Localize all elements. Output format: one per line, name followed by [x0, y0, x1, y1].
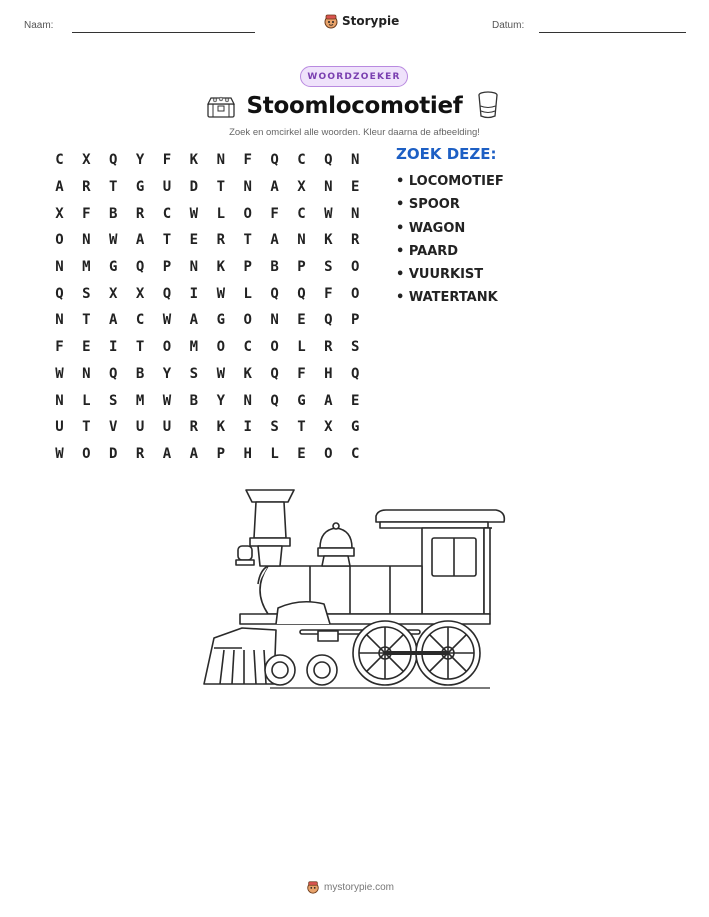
word-list-item: • WAGON	[396, 220, 466, 236]
grid-letter[interactable]: I	[109, 339, 118, 356]
grid-letter[interactable]: D	[189, 179, 199, 196]
grid-letter[interactable]: W	[216, 365, 225, 382]
date-field-line[interactable]	[539, 32, 686, 33]
grid-letter[interactable]: Q	[324, 312, 333, 329]
grid-letter[interactable]: T	[162, 232, 172, 249]
grid-letter[interactable]: L	[216, 205, 225, 222]
grid-row	[46, 414, 369, 441]
grid-letter[interactable]: K	[189, 152, 199, 169]
grid-letter[interactable]: L	[82, 392, 91, 409]
grid-letter[interactable]: K	[216, 419, 225, 436]
grid-letter[interactable]: B	[270, 259, 279, 276]
name-label: Naam:	[24, 20, 54, 31]
grid-letter[interactable]: N	[189, 259, 199, 276]
grid-letter[interactable]: R	[216, 232, 225, 249]
grid-letter[interactable]: D	[109, 445, 118, 462]
grid-letter[interactable]: F	[55, 339, 64, 356]
grid-row	[46, 334, 369, 361]
storypie-logo-icon	[323, 13, 339, 29]
grid-letter[interactable]: A	[324, 392, 333, 409]
grid-letter[interactable]: F	[243, 152, 252, 169]
grid-letter[interactable]: Q	[270, 365, 279, 382]
grid-row	[46, 200, 369, 227]
word-list-item: • WATERTANK	[396, 290, 498, 306]
water-bucket-icon	[476, 90, 500, 120]
grid-letter[interactable]: W	[189, 205, 199, 222]
grid-letter[interactable]: O	[351, 259, 360, 276]
grid-letter[interactable]: P	[216, 445, 225, 462]
grid-letter[interactable]: M	[189, 339, 199, 356]
grid-letter[interactable]: Q	[351, 365, 360, 382]
grid-letter[interactable]: T	[82, 419, 91, 436]
grid-letter[interactable]: A	[189, 445, 199, 462]
grid-letter[interactable]: E	[82, 339, 91, 356]
grid-letter[interactable]: A	[55, 179, 64, 196]
grid-row	[46, 254, 369, 281]
grid-letter[interactable]: X	[55, 205, 64, 222]
grid-letter[interactable]: S	[109, 392, 118, 409]
grid-letter[interactable]: G	[109, 259, 118, 276]
grid-letter[interactable]: G	[135, 179, 145, 196]
grid-letter[interactable]: R	[135, 205, 145, 222]
grid-letter[interactable]: N	[82, 365, 91, 382]
grid-letter[interactable]: N	[82, 232, 91, 249]
date-label: Datum:	[492, 20, 525, 31]
grid-letter[interactable]: U	[135, 419, 145, 436]
grid-row	[46, 174, 369, 201]
grid-letter[interactable]: N	[243, 179, 252, 196]
grid-letter[interactable]: Y	[135, 152, 145, 169]
grid-letter[interactable]: N	[243, 392, 252, 409]
grid-letter[interactable]: X	[82, 152, 91, 169]
grid-letter[interactable]: S	[270, 419, 279, 436]
grid-letter[interactable]: Q	[55, 285, 64, 302]
grid-letter[interactable]: Q	[297, 285, 306, 302]
grid-letter[interactable]: S	[189, 365, 199, 382]
grid-row	[46, 441, 369, 468]
grid-letter[interactable]: O	[55, 232, 64, 249]
grid-letter[interactable]: R	[135, 445, 145, 462]
footer	[306, 880, 394, 894]
grid-letter[interactable]: O	[162, 339, 172, 356]
grid-letter[interactable]: F	[297, 365, 306, 382]
grid-letter[interactable]: W	[109, 232, 118, 249]
word-search-grid	[46, 147, 369, 467]
grid-letter[interactable]: W	[324, 205, 333, 222]
grid-letter[interactable]: N	[351, 152, 360, 169]
grid-letter[interactable]: O	[82, 445, 91, 462]
grid-letter[interactable]: N	[297, 232, 306, 249]
brand-name: Storypie	[342, 14, 400, 28]
instructions: Zoek en omcirkel alle woorden. Kleur daarna de afbeelding!	[229, 127, 480, 138]
grid-letter[interactable]: E	[297, 312, 306, 329]
grid-letter[interactable]: N	[324, 179, 333, 196]
grid-letter[interactable]: T	[82, 312, 91, 329]
grid-letter[interactable]: Y	[162, 365, 172, 382]
grid-letter[interactable]: Q	[270, 392, 279, 409]
grid-letter[interactable]: W	[162, 312, 172, 329]
grid-letter[interactable]: V	[109, 419, 118, 436]
grid-letter[interactable]: N	[216, 152, 225, 169]
grid-letter[interactable]: T	[135, 339, 145, 356]
grid-letter[interactable]: C	[55, 152, 64, 169]
grid-letter[interactable]: S	[351, 339, 360, 356]
grid-letter[interactable]: M	[135, 392, 145, 409]
grid-letter[interactable]: R	[82, 179, 91, 196]
grid-letter[interactable]: M	[82, 259, 91, 276]
grid-letter[interactable]: R	[324, 339, 333, 356]
word-list-item: • LOCOMOTIEF	[396, 174, 504, 189]
grid-letter[interactable]: C	[297, 152, 306, 169]
grid-letter[interactable]: B	[135, 365, 145, 382]
grid-letter[interactable]: U	[55, 419, 64, 436]
grid-letter[interactable]: G	[351, 419, 360, 436]
grid-letter[interactable]: O	[216, 339, 225, 356]
grid-letter[interactable]: I	[243, 419, 252, 436]
grid-letter[interactable]: P	[162, 259, 172, 276]
grid-letter[interactable]: G	[216, 312, 225, 329]
grid-letter[interactable]: F	[82, 205, 91, 222]
grid-letter[interactable]: E	[297, 445, 306, 462]
grid-letter[interactable]: O	[270, 339, 279, 356]
grid-letter[interactable]: E	[351, 392, 360, 409]
grid-letter[interactable]: U	[162, 419, 172, 436]
grid-letter[interactable]: P	[351, 312, 360, 329]
grid-letter[interactable]: X	[324, 419, 333, 436]
grid-letter[interactable]: O	[243, 205, 252, 222]
storypie-logo-icon	[306, 880, 320, 894]
word-list-item: • VUURKIST	[396, 267, 484, 283]
grid-letter[interactable]: W	[55, 445, 64, 462]
grid-letter[interactable]: S	[324, 259, 333, 276]
grid-letter[interactable]: E	[351, 179, 360, 196]
grid-letter[interactable]: A	[189, 312, 199, 329]
grid-row	[46, 227, 369, 254]
grid-letter[interactable]: O	[243, 312, 252, 329]
grid-letter[interactable]: W	[162, 392, 172, 409]
grid-letter[interactable]: K	[324, 232, 333, 249]
grid-letter[interactable]: O	[351, 285, 360, 302]
grid-letter[interactable]: S	[82, 285, 91, 302]
grid-letter[interactable]: C	[162, 205, 172, 222]
grid-letter[interactable]: N	[55, 392, 64, 409]
grid-letter[interactable]: B	[189, 392, 199, 409]
grid-letter[interactable]: L	[270, 445, 279, 462]
grid-letter[interactable]: L	[243, 285, 252, 302]
grid-letter[interactable]: Q	[324, 152, 333, 169]
grid-letter[interactable]: A	[270, 179, 279, 196]
word-list-item: • PAARD	[396, 243, 459, 259]
grid-letter[interactable]: K	[216, 259, 225, 276]
grid-letter[interactable]: F	[324, 285, 333, 302]
grid-letter[interactable]: Q	[270, 152, 279, 169]
grid-letter[interactable]: Q	[162, 285, 172, 302]
grid-letter[interactable]: N	[55, 259, 64, 276]
grid-row	[46, 387, 369, 414]
grid-row	[46, 280, 369, 307]
grid-letter[interactable]: L	[297, 339, 306, 356]
grid-letter[interactable]: T	[297, 419, 306, 436]
grid-letter[interactable]: C	[135, 312, 145, 329]
grid-letter[interactable]: X	[135, 285, 145, 302]
grid-letter[interactable]: T	[216, 179, 225, 196]
word-list-title: ZOEK DEZE:	[396, 145, 497, 163]
grid-letter[interactable]: Y	[216, 392, 225, 409]
grid-letter[interactable]: U	[162, 179, 172, 196]
grid-letter[interactable]: R	[189, 419, 199, 436]
grid-row	[46, 147, 369, 174]
grid-letter[interactable]: N	[55, 312, 64, 329]
category-badge: WOORDZOEKER	[300, 66, 408, 87]
brand	[323, 13, 399, 29]
grid-letter[interactable]: Q	[109, 152, 118, 169]
grid-letter[interactable]: Q	[109, 365, 118, 382]
grid-letter[interactable]: R	[351, 232, 360, 249]
grid-letter[interactable]: A	[270, 232, 279, 249]
grid-row	[46, 307, 369, 334]
word-list-item: • SPOOR	[396, 197, 460, 213]
grid-letter[interactable]: H	[324, 365, 333, 382]
grid-letter[interactable]: K	[243, 365, 252, 382]
grid-letter[interactable]: G	[297, 392, 306, 409]
grid-letter[interactable]: C	[297, 205, 306, 222]
page-title: Stoomlocomotief	[246, 93, 463, 119]
grid-letter[interactable]: P	[243, 259, 252, 276]
grid-letter[interactable]: B	[109, 205, 118, 222]
grid-letter[interactable]: O	[324, 445, 333, 462]
grid-letter[interactable]: C	[243, 339, 252, 356]
grid-letter[interactable]: F	[162, 152, 172, 169]
grid-letter[interactable]: A	[162, 445, 172, 462]
grid-letter[interactable]: H	[243, 445, 252, 462]
grid-row	[46, 361, 369, 388]
grid-letter[interactable]: F	[270, 205, 279, 222]
word-list	[396, 145, 504, 310]
grid-letter[interactable]: W	[216, 285, 225, 302]
grid-letter[interactable]: Q	[135, 259, 145, 276]
grid-letter[interactable]: I	[189, 285, 199, 302]
steam-locomotive-illustration	[200, 488, 512, 694]
grid-letter[interactable]: A	[135, 232, 145, 249]
grid-letter[interactable]: N	[351, 205, 360, 222]
grid-letter[interactable]: A	[109, 312, 118, 329]
grid-letter[interactable]: E	[189, 232, 199, 249]
grid-letter[interactable]: P	[297, 259, 306, 276]
grid-letter[interactable]: Q	[270, 285, 279, 302]
grid-letter[interactable]: N	[270, 312, 279, 329]
grid-letter[interactable]: X	[109, 285, 118, 302]
footer-url[interactable]: mystorypie.com	[324, 881, 395, 893]
grid-letter[interactable]: T	[243, 232, 252, 249]
name-field-line[interactable]	[72, 32, 255, 33]
grid-letter[interactable]: T	[109, 179, 118, 196]
grid-letter[interactable]: X	[297, 179, 306, 196]
grid-letter[interactable]: W	[55, 365, 64, 382]
grid-letter[interactable]: C	[351, 445, 360, 462]
